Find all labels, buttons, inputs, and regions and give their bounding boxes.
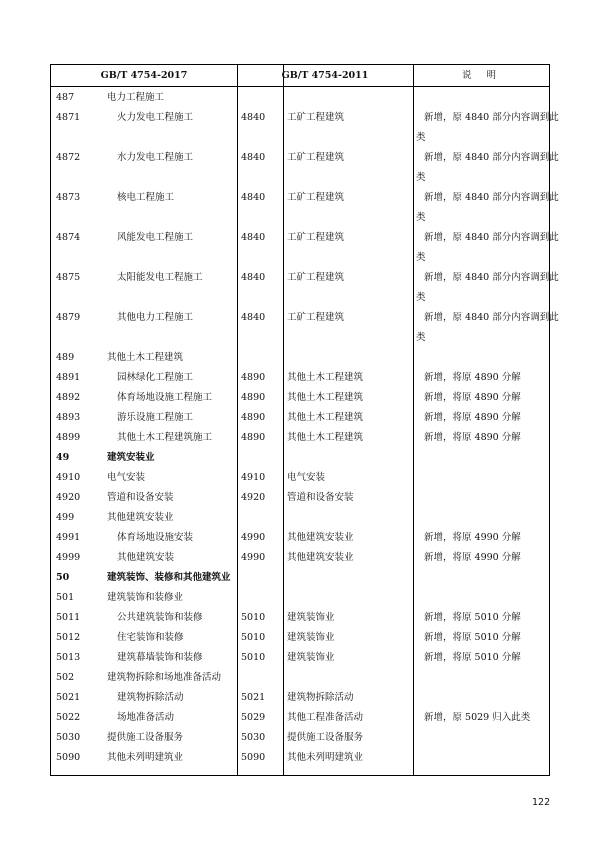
code-2017: 4920 — [56, 492, 81, 503]
table-row — [51, 409, 549, 429]
code-2017: 5011 — [56, 612, 81, 623]
header-gb-2011: GB/T 4754-2011 — [281, 70, 369, 81]
code-2011: 4840 — [241, 312, 266, 323]
code-2017: 5021 — [56, 692, 81, 703]
name-2017: 其他土木工程建筑施工 — [117, 432, 213, 443]
name-2011: 其他建筑安装业 — [287, 532, 354, 543]
code-2017: 4991 — [56, 532, 81, 543]
table-row — [51, 689, 549, 709]
page-number: 122 — [532, 797, 551, 808]
note-text: 新增，将原 4890 分解 — [424, 372, 521, 383]
table-row — [51, 469, 549, 489]
code-2017: 4872 — [56, 152, 81, 163]
table-row — [51, 189, 559, 229]
name-2011: 其他土木工程建筑 — [287, 412, 364, 423]
note-text: 新增，原 4840 部分内容调到此 — [424, 192, 559, 203]
table-row — [51, 589, 549, 609]
code-2011: 4840 — [241, 232, 266, 243]
table-row — [51, 529, 549, 549]
name-2017: 场地准备活动 — [117, 712, 175, 723]
name-2011: 建筑物拆除活动 — [287, 692, 354, 703]
table-row — [51, 549, 549, 569]
table-row — [51, 609, 549, 629]
code-2017: 4875 — [56, 272, 81, 283]
name-2017: 管道和设备安装 — [107, 492, 174, 503]
code-2017: 4999 — [56, 552, 81, 563]
code-2017: 4891 — [56, 372, 81, 383]
name-2017: 太阳能发电工程施工 — [117, 272, 203, 283]
note-text: 新增，将原 4990 分解 — [424, 552, 521, 563]
classification-table — [50, 64, 559, 776]
note-text: 新增，将原 5010 分解 — [424, 652, 521, 663]
name-2017: 其他电力工程施工 — [117, 312, 194, 323]
table-body — [51, 89, 559, 769]
code-2011: 5021 — [241, 692, 266, 703]
code-2011: 5010 — [241, 612, 266, 623]
code-2017: 4871 — [56, 112, 81, 123]
code-2017: 5090 — [56, 752, 81, 763]
note-text: 新增，原 4840 部分内容调到此 — [424, 112, 559, 123]
table-row — [51, 649, 549, 669]
table-row — [51, 429, 549, 449]
code-2011: 4910 — [241, 472, 266, 483]
name-2017: 提供施工设备服务 — [107, 732, 184, 743]
name-2017: 电气安装 — [107, 472, 146, 483]
code-2017: 487 — [56, 92, 75, 103]
table-row — [51, 489, 549, 509]
note-text: 新增，原 4840 部分内容调到此 — [424, 312, 559, 323]
table-row — [51, 389, 549, 409]
name-2011: 建筑装饰业 — [287, 652, 335, 663]
note-text-continued: 类 — [416, 332, 426, 343]
name-2011: 工矿工程建筑 — [287, 272, 345, 283]
name-2017: 公共建筑装饰和装修 — [117, 612, 203, 623]
name-2017: 游乐设施工程施工 — [117, 412, 194, 423]
name-2017: 建筑安装业 — [107, 452, 155, 463]
table-row — [51, 89, 549, 109]
code-2017: 489 — [56, 352, 75, 363]
name-2011: 工矿工程建筑 — [287, 312, 345, 323]
code-2011: 4990 — [241, 532, 266, 543]
name-2017: 其他建筑安装 — [117, 552, 175, 563]
code-2017: 5022 — [56, 712, 81, 723]
name-2011: 管道和设备安装 — [287, 492, 354, 503]
name-2017: 住宅装饰和装修 — [117, 632, 184, 643]
code-2017: 4893 — [56, 412, 81, 423]
note-text: 新增，原 4840 部分内容调到此 — [424, 152, 559, 163]
note-text: 新增，将原 4890 分解 — [424, 392, 521, 403]
name-2017: 核电工程施工 — [117, 192, 175, 203]
code-2011: 4840 — [241, 192, 266, 203]
note-text: 新增，原 5029 归入此类 — [424, 712, 531, 723]
name-2017: 建筑装饰、装修和其他建筑业 — [107, 572, 231, 583]
name-2017: 其他建筑安装业 — [107, 512, 174, 523]
name-2011: 提供施工设备服务 — [287, 732, 364, 743]
name-2017: 建筑装饰和装修业 — [107, 592, 184, 603]
code-2017: 4873 — [56, 192, 81, 203]
table-row — [51, 729, 549, 749]
name-2011: 工矿工程建筑 — [287, 192, 345, 203]
code-2011: 5029 — [241, 712, 266, 723]
name-2011: 建筑装饰业 — [287, 632, 335, 643]
table-row — [51, 569, 549, 589]
name-2017: 其他土木工程建筑 — [107, 352, 184, 363]
code-2017: 4910 — [56, 472, 81, 483]
name-2017: 电力工程施工 — [107, 92, 165, 103]
code-2017: 4879 — [56, 312, 81, 323]
code-2017: 4892 — [56, 392, 81, 403]
name-2011: 其他土木工程建筑 — [287, 432, 364, 443]
note-text: 新增，将原 5010 分解 — [424, 612, 521, 623]
table-row — [51, 749, 549, 769]
table-row — [51, 369, 549, 389]
code-2017: 50 — [56, 572, 70, 583]
code-2011: 4990 — [241, 552, 266, 563]
table-header — [51, 65, 549, 87]
note-text-continued: 类 — [416, 292, 426, 303]
code-2011: 4840 — [241, 272, 266, 283]
name-2017: 建筑物拆除和场地准备活动 — [107, 672, 222, 683]
table-row — [51, 629, 549, 649]
table-row — [51, 709, 549, 729]
code-2011: 4890 — [241, 392, 266, 403]
name-2017: 其他未列明建筑业 — [107, 752, 184, 763]
code-2017: 49 — [56, 452, 70, 463]
code-2017: 5012 — [56, 632, 81, 643]
note-text: 新增，将原 4890 分解 — [424, 432, 521, 443]
name-2011: 工矿工程建筑 — [287, 152, 345, 163]
name-2017: 火力发电工程施工 — [117, 112, 194, 123]
name-2017: 园林绿化工程施工 — [117, 372, 194, 383]
table-row — [51, 109, 559, 149]
name-2017: 体育场地设施安装 — [117, 532, 194, 543]
table-row — [51, 449, 549, 469]
code-2017: 502 — [56, 672, 75, 683]
code-2011: 4840 — [241, 112, 266, 123]
note-text: 新增，原 4840 部分内容调到此 — [424, 232, 559, 243]
code-2011: 5030 — [241, 732, 266, 743]
name-2017: 体育场地设施工程施工 — [117, 392, 213, 403]
code-2011: 5090 — [241, 752, 266, 763]
code-2011: 4920 — [241, 492, 266, 503]
note-text: 新增，将原 4890 分解 — [424, 412, 521, 423]
name-2011: 电气安装 — [287, 472, 326, 483]
table-row — [51, 229, 559, 269]
name-2017: 建筑幕墙装饰和装修 — [117, 652, 203, 663]
table-row — [51, 669, 549, 689]
name-2011: 工矿工程建筑 — [287, 112, 345, 123]
code-2017: 4874 — [56, 232, 81, 243]
code-2017: 499 — [56, 512, 75, 523]
table-row — [51, 349, 549, 369]
table-row — [51, 309, 559, 349]
note-text-continued: 类 — [416, 252, 426, 263]
note-text-continued: 类 — [416, 132, 426, 143]
code-2011: 5010 — [241, 652, 266, 663]
name-2011: 建筑装饰业 — [287, 612, 335, 623]
header-note: 说 明 — [461, 70, 503, 81]
note-text-continued: 类 — [416, 212, 426, 223]
name-2011: 其他建筑安装业 — [287, 552, 354, 563]
name-2011: 其他土木工程建筑 — [287, 372, 364, 383]
header-gb-2017: GB/T 4754-2017 — [100, 70, 188, 81]
code-2017: 5030 — [56, 732, 81, 743]
note-text: 新增，将原 5010 分解 — [424, 632, 521, 643]
name-2017: 水力发电工程施工 — [117, 152, 194, 163]
name-2011: 其他土木工程建筑 — [287, 392, 364, 403]
note-text: 新增，原 4840 部分内容调到此 — [424, 272, 559, 283]
code-2017: 4899 — [56, 432, 81, 443]
code-2011: 4890 — [241, 412, 266, 423]
code-2011: 5010 — [241, 632, 266, 643]
code-2011: 4890 — [241, 432, 266, 443]
code-2011: 4840 — [241, 152, 266, 163]
name-2017: 风能发电工程施工 — [117, 232, 194, 243]
table-row — [51, 269, 559, 309]
code-2011: 4890 — [241, 372, 266, 383]
table-row — [51, 149, 559, 189]
table-row — [51, 509, 549, 529]
code-2017: 501 — [56, 592, 75, 603]
code-2017: 5013 — [56, 652, 81, 663]
name-2011: 其他工程准备活动 — [287, 712, 364, 723]
name-2011: 工矿工程建筑 — [287, 232, 345, 243]
name-2017: 建筑物拆除活动 — [117, 692, 184, 703]
name-2011: 其他未列明建筑业 — [287, 752, 364, 763]
note-text-continued: 类 — [416, 172, 426, 183]
note-text: 新增，将原 4990 分解 — [424, 532, 521, 543]
